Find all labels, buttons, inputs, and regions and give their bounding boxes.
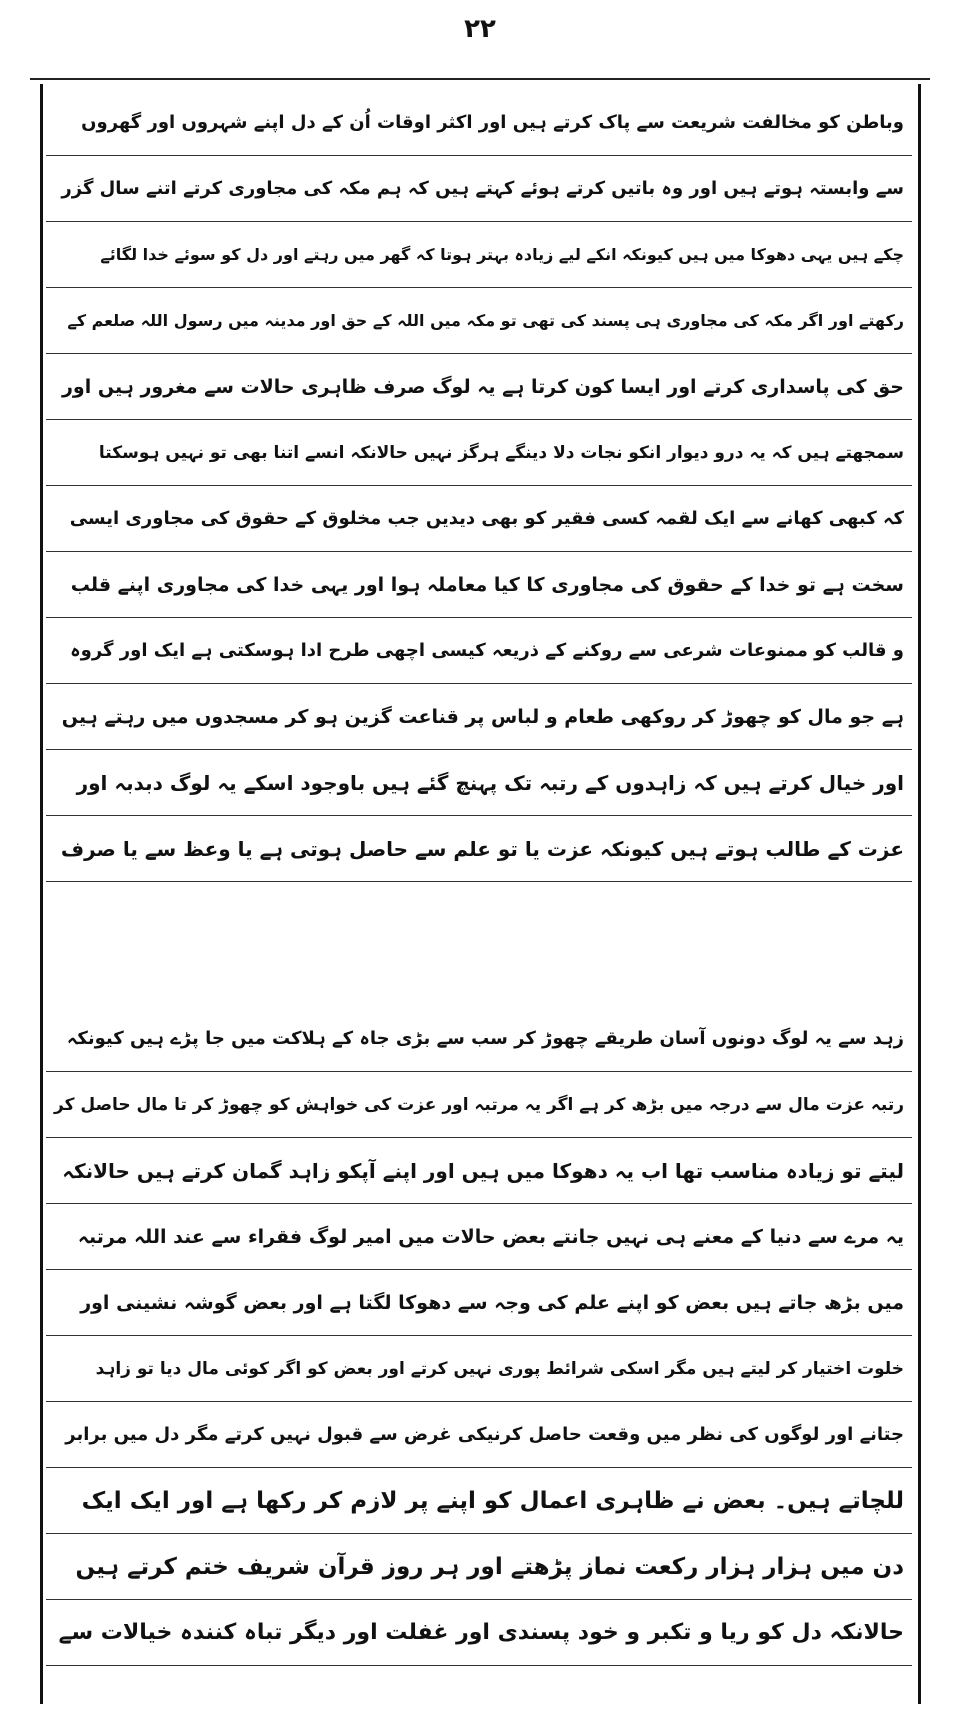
text-line: میں بڑھ جاتے ہیں بعض کو اپنے علم کی وجہ سے دھوکا لگتا ہے اور بعض گوشہ نشینی اور [46,1270,912,1336]
text-line: رتبہ عزت مال سے درجہ میں بڑھ کر ہے اگر یہ مرتبہ اور عزت کی خواہش کو چھوڑ کر تا مال حاصل کر [46,1072,912,1138]
text-line: لیتے تو زیادہ مناسب تھا اب یہ دھوکا میں ہیں اور اپنے آپکو زاہد گمان کرتے ہیں حالانکہ [46,1138,912,1204]
text-line: حق کی پاسداری کرتے اور ایسا کون کرتا ہے یہ لوگ صرف ظاہری حالات سے مغرور ہیں اور [46,354,912,420]
text-line: رکھتے اور اگر مکہ کی مجاوری ہی پسند کی تھی تو مکہ میں اللہ کے حق اور مدینہ میں رسول اللہ صلعم کے [46,288,912,354]
left-border-line [40,84,43,1704]
text-block-upper [46,90,912,882]
right-border-line [918,84,921,1704]
text-line: حالانکہ دل کو ریا و تکبر و خود پسندی اور غفلت اور دیگر تباہ کنندہ خیالات سے [46,1600,912,1666]
text-line: ہے جو مال کو چھوڑ کر روکھی طعام و لباس پر قناعت گزین ہو کر مسجدوں میں رہتے ہیں [46,684,912,750]
text-line: زہد سے یہ لوگ دونوں آسان طریقے چھوڑ کر سب سے بڑی جاہ کے ہلاکت میں جا پڑے ہیں کیونکہ [46,1006,912,1072]
top-rule [30,78,930,80]
text-line: خلوت اختیار کر لیتے ہیں مگر اسکی شرائط پوری نہیں کرتے اور بعض کو اگر کوئی مال دیا تو زاہد [46,1336,912,1402]
text-line: دن میں ہزار ہزار رکعت نماز پڑھتے اور ہر روز قرآن شریف ختم کرتے ہیں [46,1534,912,1600]
text-line: سخت ہے تو خدا کے حقوق کی مجاوری کا کیا معاملہ ہوا اور یہی خدا کی مجاوری اپنے قلب [46,552,912,618]
text-line: یہ مرے سے دنیا کے معنے ہی نہیں جانتے بعض حالات میں امیر لوگ فقراء سے عند اللہ مرتبہ [46,1204,912,1270]
text-line: للچاتے ہیں۔ بعض نے ظاہری اعمال کو اپنے پر لازم کر رکھا ہے اور ایک ایک [46,1468,912,1534]
text-line: عزت کے طالب ہوتے ہیں کیونکہ عزت یا تو علم سے حاصل ہوتی ہے یا وعظ سے یا صرف [46,816,912,882]
page-number: ۲۲ [464,14,496,44]
text-line: جتانے اور لوگوں کی نظر میں وقعت حاصل کرنیکی غرض سے قبول نہیں کرتے مگر دل میں برابر [46,1402,912,1468]
text-block-lower [46,1006,912,1666]
text-line: سمجھتے ہیں کہ یہ درو دیوار انکو نجات دلا دینگے ہرگز نہیں حالانکہ انسے اتنا بھی تو نہیں ہوسکتا [46,420,912,486]
text-line: سے وابستہ ہوتے ہیں اور وہ باتیں کرتے ہوئے کہتے ہیں کہ ہم مکہ کی مجاوری کرتے اتنے سال گزر [46,156,912,222]
text-line: چکے ہیں یہی دھوکا میں ہیں کیونکہ انکے لیے زیادہ بہتر ہوتا کہ گھر میں رہتے اور دل کو سوئے خدا لگائے [46,222,912,288]
text-line: اور خیال کرتے ہیں کہ زاہدوں کے رتبہ تک پہنچ گئے ہیں باوجود اسکے یہ لوگ دبدبہ اور [46,750,912,816]
text-line: کہ کبھی کھانے سے ایک لقمہ کسی فقیر کو بھی دیدیں جب مخلوق کے حقوق کی مجاوری ایسی [46,486,912,552]
text-line: وباطن کو مخالفت شریعت سے پاک کرتے ہیں اور اکثر اوقات اُن کے دل اپنے شہروں اور گھروں [46,90,912,156]
text-line: و قالب کو ممنوعات شرعی سے روکنے کے ذریعہ کیسی اچھی طرح ادا ہوسکتی ہے ایک اور گروہ [46,618,912,684]
